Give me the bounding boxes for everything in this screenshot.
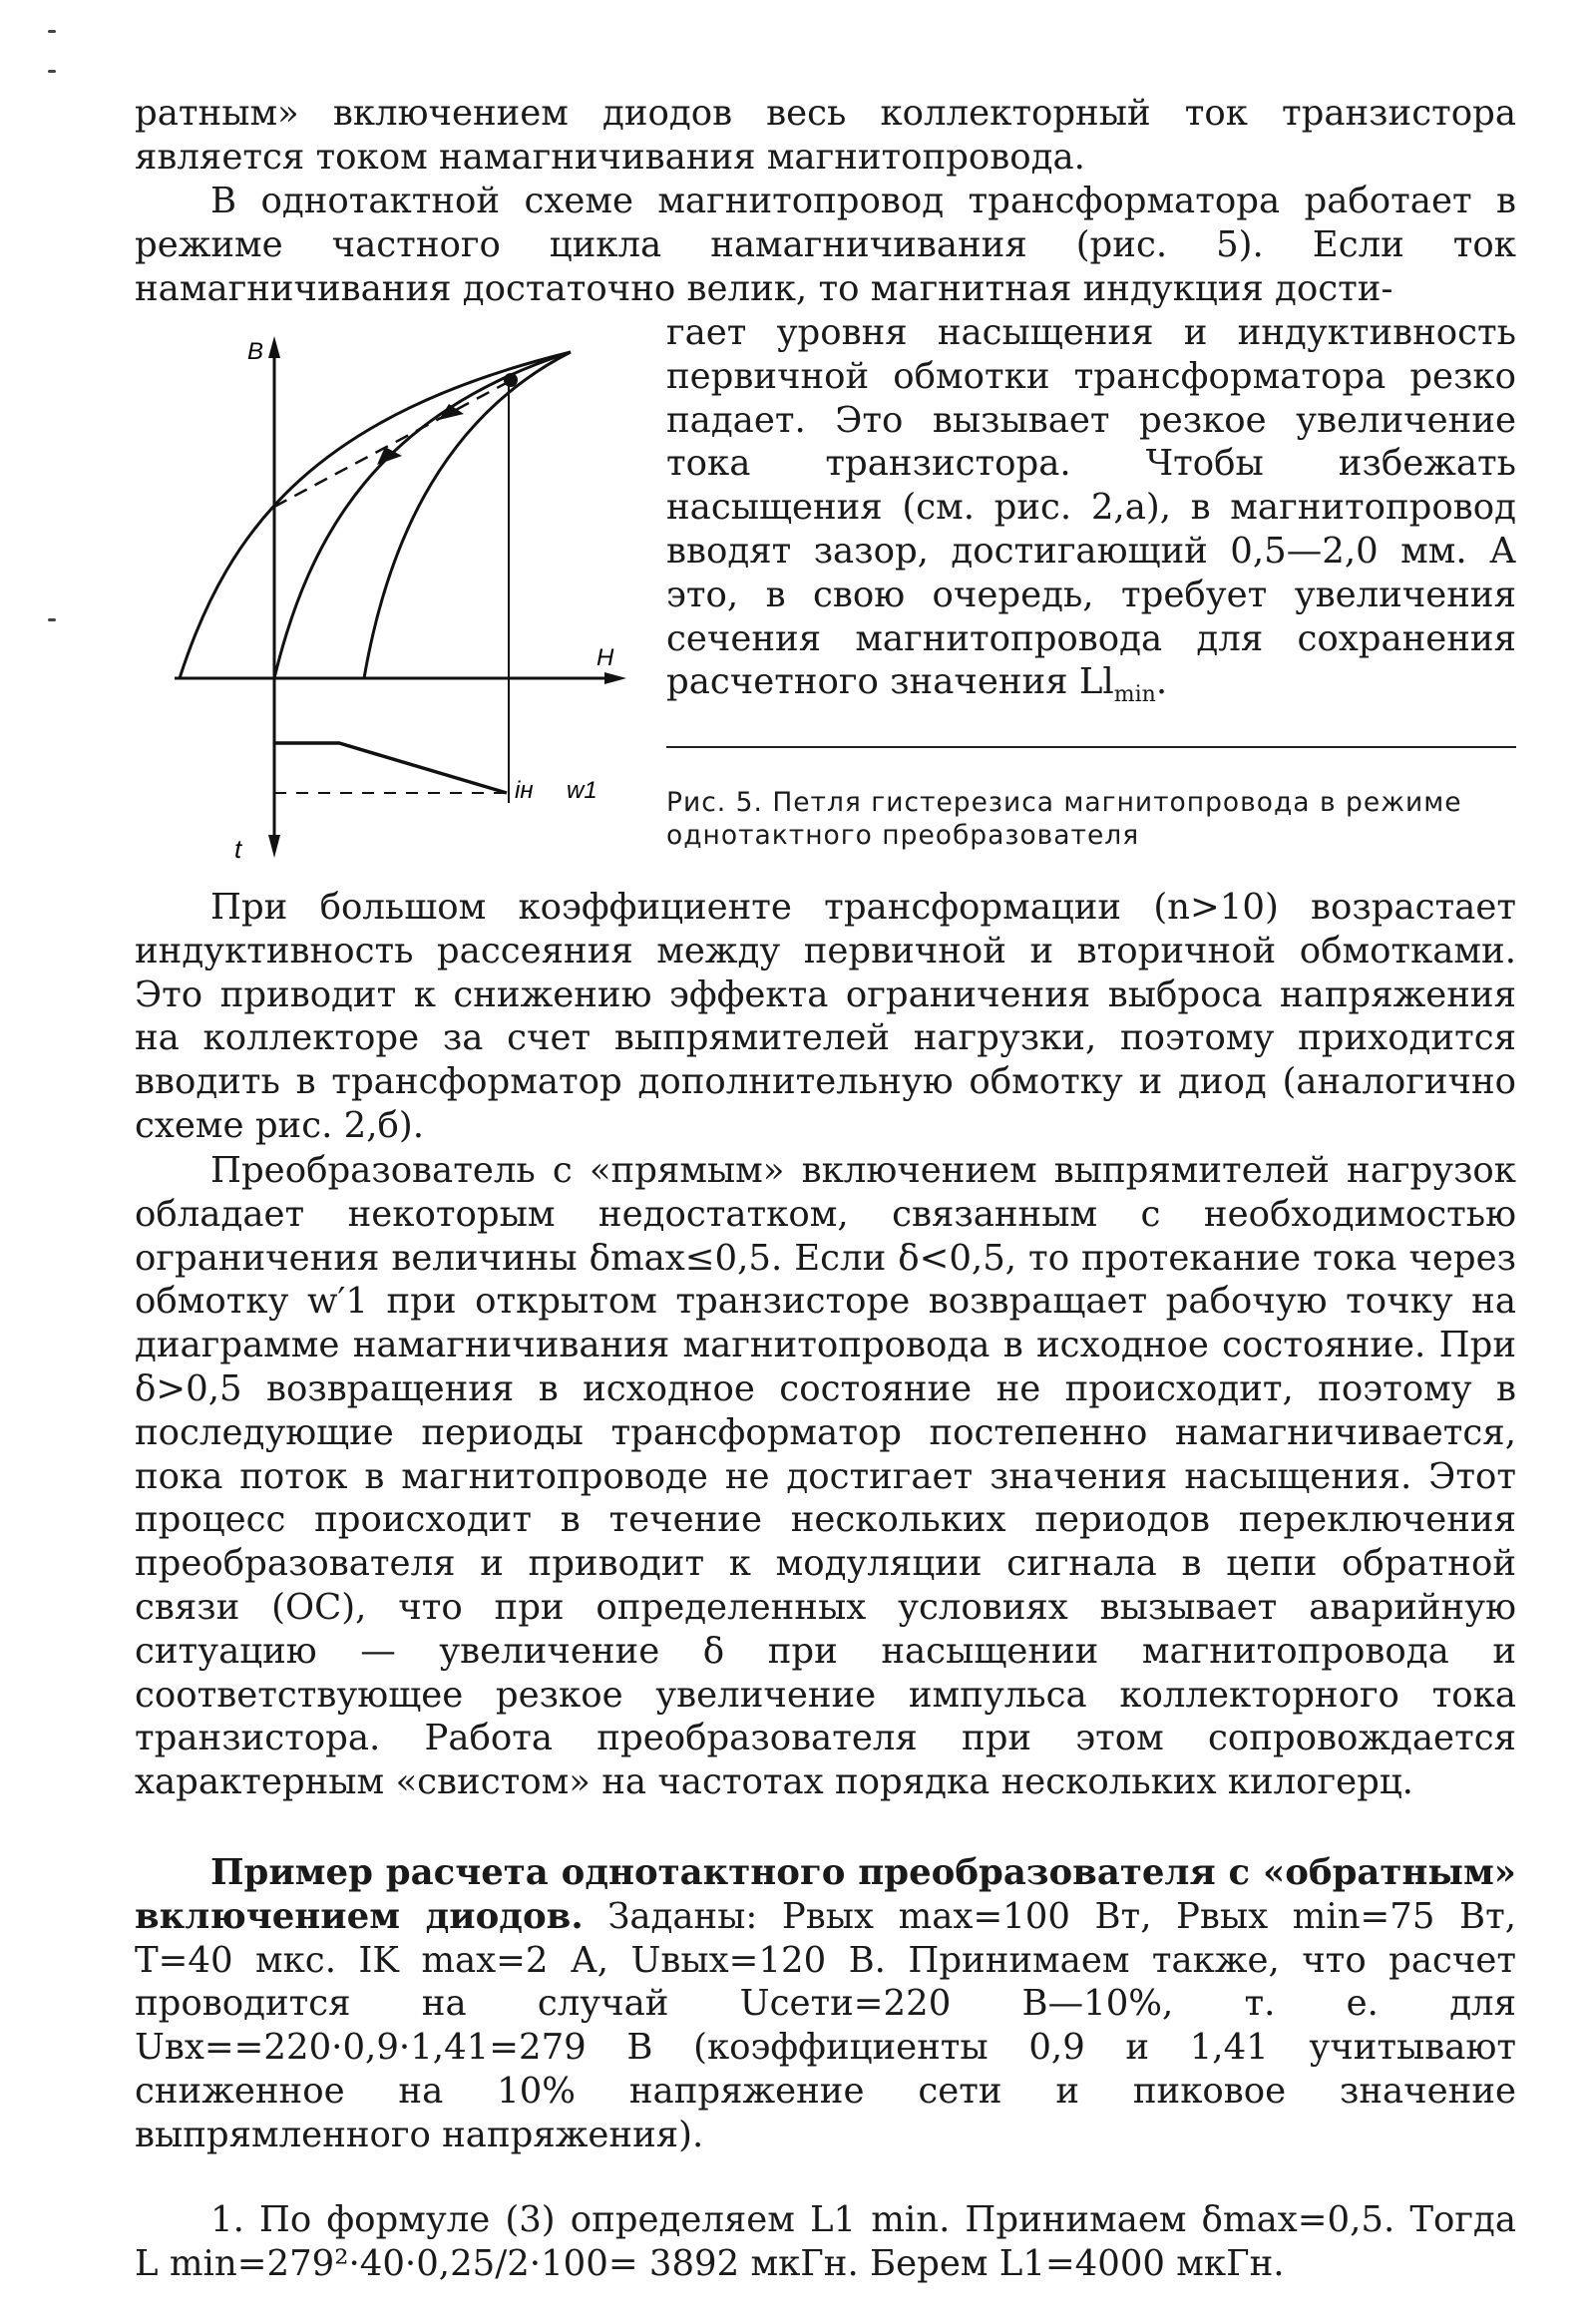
scan-artifact bbox=[48, 70, 56, 73]
paragraph-5 bbox=[135, 1851, 1516, 2157]
t-axis-arrow bbox=[268, 835, 280, 858]
label-t: t bbox=[234, 834, 242, 864]
label-b: B bbox=[247, 338, 264, 365]
b-axis-arrow bbox=[268, 336, 280, 358]
operating-path-dashed bbox=[274, 379, 514, 507]
label-w1: w1 bbox=[567, 777, 597, 804]
paragraph-2-wrap bbox=[666, 311, 1516, 717]
example-text: Заданы: Pвых max=100 Вт, Pвых min=75 Вт, T=40 мкс. IK max=2 А, Uвых=120 В. Принимаем также, что расчет проводится на случай Uсети=220 В—10%, т. е. для Uвх==220·0,9·1,41=279 В (коэффициенты 0,9 и 1,41 учитывают сниженное на 10% напряжение сети и пиковое значение выпрямленного напряжения). bbox=[135, 1895, 1517, 2155]
caption-rule bbox=[666, 746, 1516, 748]
paragraph-1: ратным» включением диодов весь коллекторный ток транзистора является током намагничивания магнитопровода. bbox=[135, 93, 1516, 178]
paragraph-6: 1. По формуле (3) определяем L1 min. Принимаем δmax=0,5. Тогда L min=279²·40·0,25/2·100= 3892 мкГн. Берем L1=4000 мкГн. bbox=[135, 2199, 1516, 2284]
label-i-h: iн bbox=[515, 777, 534, 804]
paragraph-3: При большом коэффициенте трансформации (n>10) возрастает индуктивность рассеяния между первичной и вторичной обмотками. Это приводит к снижению эффекта ограничения выброса напряжения на коллекторе за счет выпрямителей нагрузки, поэтому приходится вводить в трансформатор дополнительную обмотку и диод (аналогично схеме рис. 2,б). bbox=[135, 887, 1516, 1146]
paragraph-2-subscript: min bbox=[1113, 682, 1156, 708]
example-heading: Пример расчета однотактного преобразователя с «обратным» включением диодов. bbox=[135, 1852, 1516, 1937]
paragraph-2-end: . bbox=[1155, 661, 1168, 703]
paragraph-4: Преобразователь с «прямым» включением выпрямителей нагрузок обладает некоторым недостатком, связанным с необходимостью ограничения величины δmax≤0,5. Если δ<0,5, то протекание тока через обмотку w′1 при открытом транзисторе возвращает рабочую точку на диаграмме намагничивания магнитопровода в исходное состояние. При δ>0,5 возвращения в исходное состояние не происходит, поэтому в последующие периоды трансформатор постепенно намагничивается, пока поток в магнитопроводе не достигает значения насыщения. Этот процесс происходит в течение нескольких периодов переключения преобразователя и приводит к модуляции сигнала в цепи обратной связи (ОС), что при определенных условиях вызывает аварийную ситуацию — увеличение δ при насыщении магнитопровода и соответствующее резкое увеличение импульса коллекторного тока транзистора. Работа преобразователя при этом сопровождается характерным «свистом» на частотах порядка нескольких килогерц. bbox=[135, 1150, 1516, 1803]
figure-caption: Рис. 5. Петля гистерезиса магнитопровода в режиме однотактного преобразователя bbox=[666, 787, 1462, 851]
operating-point bbox=[504, 373, 518, 387]
scan-artifact bbox=[48, 618, 56, 621]
loop-lower-branch bbox=[364, 352, 571, 678]
paragraph-2-wrap-text: гает уровня насыщения и индуктивность первичной обмотки трансформатора резко падает. Это вызывает резкое увеличение тока транзистора. Чтобы избежать насыщения (см. рис. 2,а), в магнитопровод вводят зазор, достигающий 0,5—2,0 мм. А это, в свою очередь, требует увеличения сечения магнитопровода для сохранения расчетного значения Ll bbox=[666, 312, 1516, 703]
scan-artifact bbox=[48, 30, 56, 33]
h-axis-arrow bbox=[604, 672, 626, 684]
hysteresis-figure bbox=[150, 324, 638, 868]
label-h: H bbox=[596, 644, 614, 671]
current-waveform bbox=[274, 743, 507, 793]
paragraph-2-head: В однотактной схеме магнитопровод трансформатора работает в режиме частного цикла намагничивания (рис. 5). Если ток намагничивания достаточно велик, то магнитная индукция дости- bbox=[135, 181, 1516, 309]
